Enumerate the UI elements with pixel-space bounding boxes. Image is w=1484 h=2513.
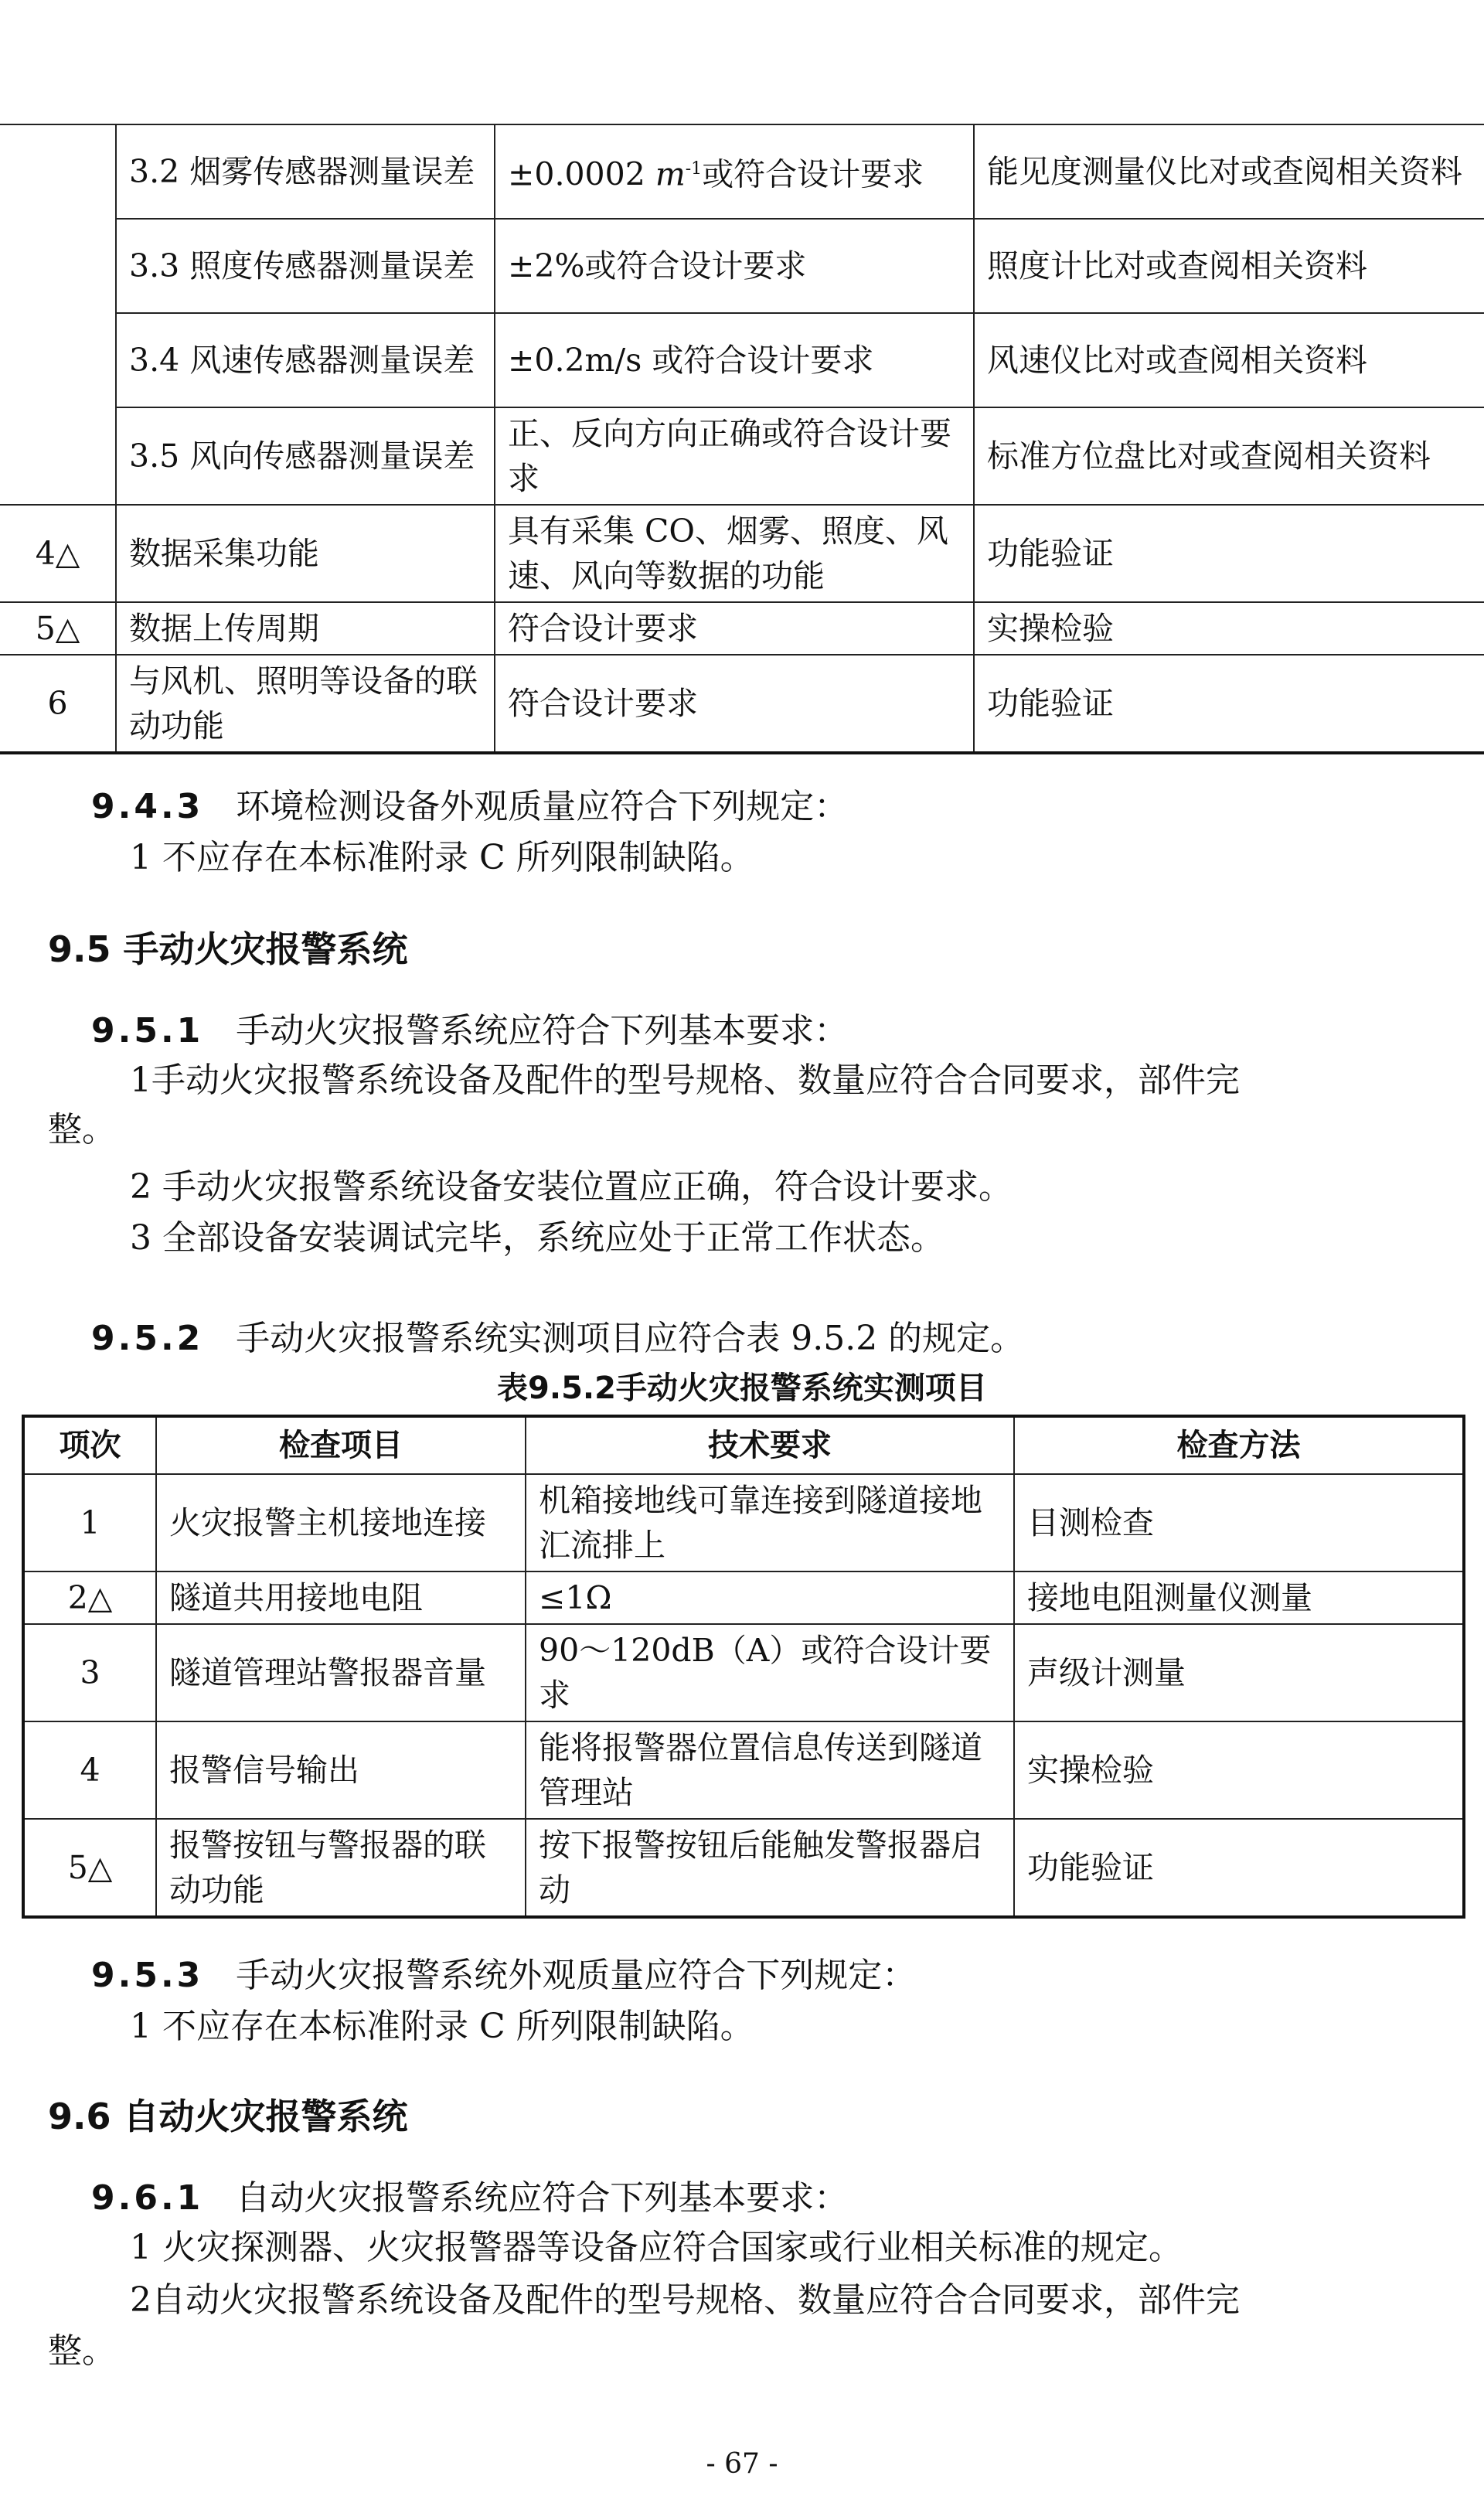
clause-number: 9.6.1 (91, 2178, 204, 2218)
row-number: 3 (23, 1624, 156, 1721)
clause-number: 9.5.1 (91, 1011, 204, 1050)
table-row (0, 505, 1484, 602)
table-row (23, 1721, 1464, 1819)
table-row (0, 219, 1484, 313)
page-number: - 67 - (706, 2448, 778, 2480)
clause-9-5-3 (91, 1951, 916, 2001)
check-item: 3.5 风向传感器测量误差 (116, 407, 495, 505)
tech-requirement: ±2%或符合设计要求 (495, 219, 974, 313)
check-method: 目测检查 (1014, 1474, 1464, 1571)
column-header: 检查项目 (156, 1416, 526, 1474)
tech-requirement: 具有采集 CO、烟雾、照度、风速、风向等数据的功能 (495, 505, 974, 602)
table-row (0, 602, 1484, 655)
clause-text: 环境检测设备外观质量应符合下列规定： (236, 787, 849, 826)
row-number: 1 (23, 1474, 156, 1571)
check-item: 隧道管理站警报器音量 (156, 1624, 526, 1721)
table-caption: 表9.5.2手动火灾报警系统实测项目 (497, 1371, 987, 1406)
clause-number: 9.5.3 (91, 1956, 204, 1995)
clause-item: 3 全部设备安装调试完毕，系统应处于正常工作状态。 (130, 1218, 945, 1258)
table-row (23, 1571, 1464, 1624)
column-header: 技术要求 (526, 1416, 1014, 1474)
check-method: 功能验证 (974, 655, 1484, 753)
clause-item: 1 不应存在本标准附录 C 所列限制缺陷。 (130, 838, 754, 877)
row-number: 5△ (23, 1819, 156, 1917)
check-item: 火灾报警主机接地连接 (156, 1474, 526, 1571)
check-item: 隧道共用接地电阻 (156, 1571, 526, 1624)
tech-requirement: ≤1Ω (526, 1571, 1014, 1624)
clause-9-5-1 (91, 1006, 848, 1056)
sensor-test-table (0, 124, 1484, 754)
clause-9-5-2 (91, 1314, 1024, 1364)
clause-number: 9.5.2 (91, 1319, 204, 1358)
manual-fire-alarm-test-table (22, 1415, 1465, 1919)
tech-requirement: 符合设计要求 (495, 602, 974, 655)
check-method: 声级计测量 (1014, 1624, 1464, 1721)
check-method: 功能验证 (1014, 1819, 1464, 1917)
table-row (23, 1819, 1464, 1917)
clause-item: 2自动火灾报警系统设备及配件的型号规格、数量应符合合同要求，部件完 (130, 2280, 1240, 2320)
check-item: 3.3 照度传感器测量误差 (116, 219, 495, 313)
check-item: 与风机、照明等设备的联动功能 (116, 655, 495, 753)
clause-9-6-1 (91, 2174, 848, 2223)
check-item: 3.2 烟雾传感器测量误差 (116, 124, 495, 219)
section-heading-9-6: 9.6 自动火灾报警系统 (48, 2096, 408, 2137)
tech-requirement: ±0.2m/s 或符合设计要求 (495, 313, 974, 407)
section-heading-9-5: 9.5 手动火灾报警系统 (48, 928, 408, 970)
clause-text: 手动火灾报警系统外观质量应符合下列规定： (236, 1956, 917, 1995)
clause-item-continued: 整。 (48, 1110, 116, 1149)
check-item: 报警信号输出 (156, 1721, 526, 1819)
tech-requirement: ±0.0002 $m^{-1}$或符合设计要求 (495, 124, 974, 219)
tech-requirement: 90～120dB（A）或符合设计要求 (526, 1624, 1014, 1721)
check-item: 数据上传周期 (116, 602, 495, 655)
row-number: 2△ (23, 1571, 156, 1624)
row-number: 5△ (0, 602, 116, 655)
check-method: 功能验证 (974, 505, 1484, 602)
clause-item: 1手动火灾报警系统设备及配件的型号规格、数量应符合合同要求，部件完 (130, 1061, 1240, 1100)
check-method: 能见度测量仪比对或查阅相关资料 (974, 124, 1484, 219)
clause-number: 9.4.3 (91, 787, 204, 826)
tech-requirement: 能将报警器位置信息传送到隧道管理站 (526, 1721, 1014, 1819)
clause-item: 1 不应存在本标准附录 C 所列限制缺陷。 (130, 2007, 754, 2046)
clause-item: 1 火灾探测器、火灾报警器等设备应符合国家或行业相关标准的规定。 (130, 2228, 1183, 2267)
tech-requirement: 符合设计要求 (495, 655, 974, 753)
clause-9-4-3 (91, 782, 848, 832)
column-header: 检查方法 (1014, 1416, 1464, 1474)
check-item: 报警按钮与警报器的联动功能 (156, 1819, 526, 1917)
check-method: 照度计比对或查阅相关资料 (974, 219, 1484, 313)
check-method: 实操检验 (974, 602, 1484, 655)
table-row (0, 407, 1484, 505)
table-row (0, 124, 1484, 219)
table-row (0, 313, 1484, 407)
tech-requirement: 正、反向方向正确或符合设计要求 (495, 407, 974, 505)
check-item: 数据采集功能 (116, 505, 495, 602)
check-method: 接地电阻测量仪测量 (1014, 1571, 1464, 1624)
clause-item: 2 手动火灾报警系统设备安装位置应正确，符合设计要求。 (130, 1167, 1013, 1207)
table-row (23, 1474, 1464, 1571)
clause-text: 自动火灾报警系统应符合下列基本要求： (236, 2178, 849, 2218)
row-number (0, 124, 116, 505)
tech-requirement: 按下报警按钮后能触发警报器启动 (526, 1819, 1014, 1917)
row-number: 6 (0, 655, 116, 753)
table-row (23, 1624, 1464, 1721)
clause-item-continued: 整。 (48, 2331, 116, 2371)
table-row (0, 655, 1484, 753)
row-number: 4 (23, 1721, 156, 1819)
check-item: 3.4 风速传感器测量误差 (116, 313, 495, 407)
table-header-row (23, 1416, 1464, 1474)
column-header: 项次 (23, 1416, 156, 1474)
tech-requirement: 机箱接地线可靠连接到隧道接地汇流排上 (526, 1474, 1014, 1571)
clause-text: 手动火灾报警系统应符合下列基本要求： (236, 1011, 849, 1050)
check-method: 实操检验 (1014, 1721, 1464, 1819)
check-method: 标准方位盘比对或查阅相关资料 (974, 407, 1484, 505)
row-number: 4△ (0, 505, 116, 602)
clause-text: 手动火灾报警系统实测项目应符合表 9.5.2 的规定。 (236, 1319, 1025, 1358)
check-method: 风速仪比对或查阅相关资料 (974, 313, 1484, 407)
